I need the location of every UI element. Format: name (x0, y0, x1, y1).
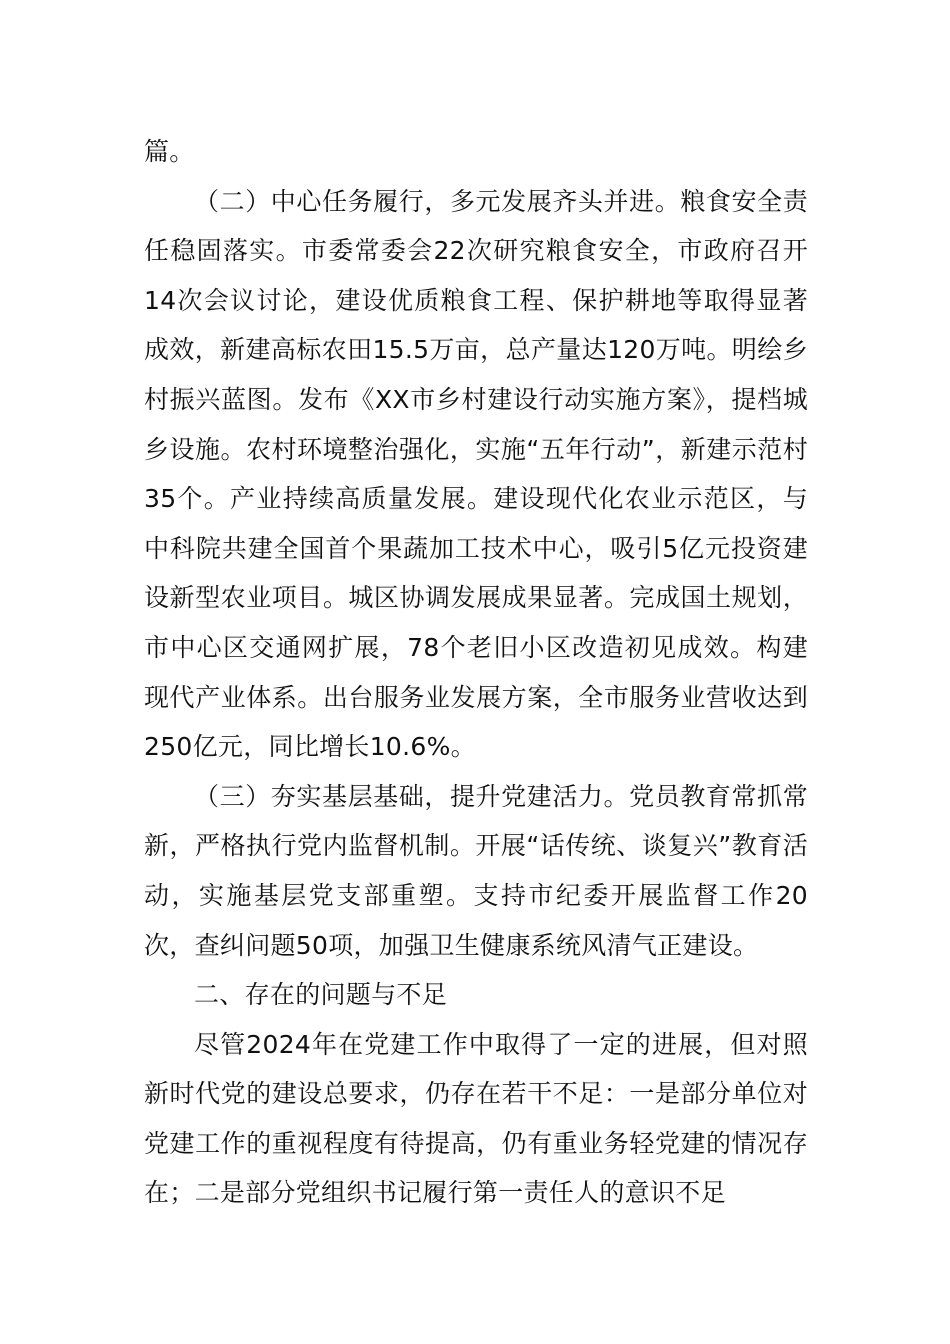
paragraph-continuation: 篇。 (144, 137, 195, 166)
document-body (144, 127, 808, 1218)
paragraph-grassroots: （三）夯实基层基础，提升党建活力。党员教育常抓常新，严格执行党内监督机制。开展“话传统、谈复兴”教育活动，实施基层党支部重塑。支持市纪委开展监督工作20次，查纠问题50项，加强卫生健康系统风清气正建设。 (144, 781, 808, 960)
section-heading-problems: 二、存在的问题与不足 (194, 980, 448, 1010)
paragraph-central-tasks: （二）中心任务履行，多元发展齐头并进。粮食安全责任稳固落实。市委常委会22次研究粮食安全，市政府召开14次会议讨论，建设优质粮食工程、保护耕地等取得显著成效，新建高标农田15.5万亩，总产量达120万吨。明绘乡村振兴蓝图。发布《XX市乡村建设行动实施方案》，提档城乡设施。农村环境整治强化，实施“五年行动”，新建示范村35个。产业持续高质量发展。建设现代化农业示范区，与中科院共建全国首个果蔬加工技术中心，吸引5亿元投资建设新型农业项目。城区协调发展成果显著。完成国土规划，市中心区交通网扩展，78个老旧小区改造初见成效。构建现代产业体系。出台服务业发展方案，全市服务业营收达到250亿元，同比增长10.6%。 (144, 186, 808, 762)
paragraph-problems: 尽管2024年在党建工作中取得了一定的进展，但对照新时代党的建设总要求，仍存在若干不足：一是部分单位对党建工作的重视程度有待提高，仍有重业务轻党建的情况存在；二是部分党组织书记履行第一责任人的意识不足 (144, 1029, 808, 1208)
